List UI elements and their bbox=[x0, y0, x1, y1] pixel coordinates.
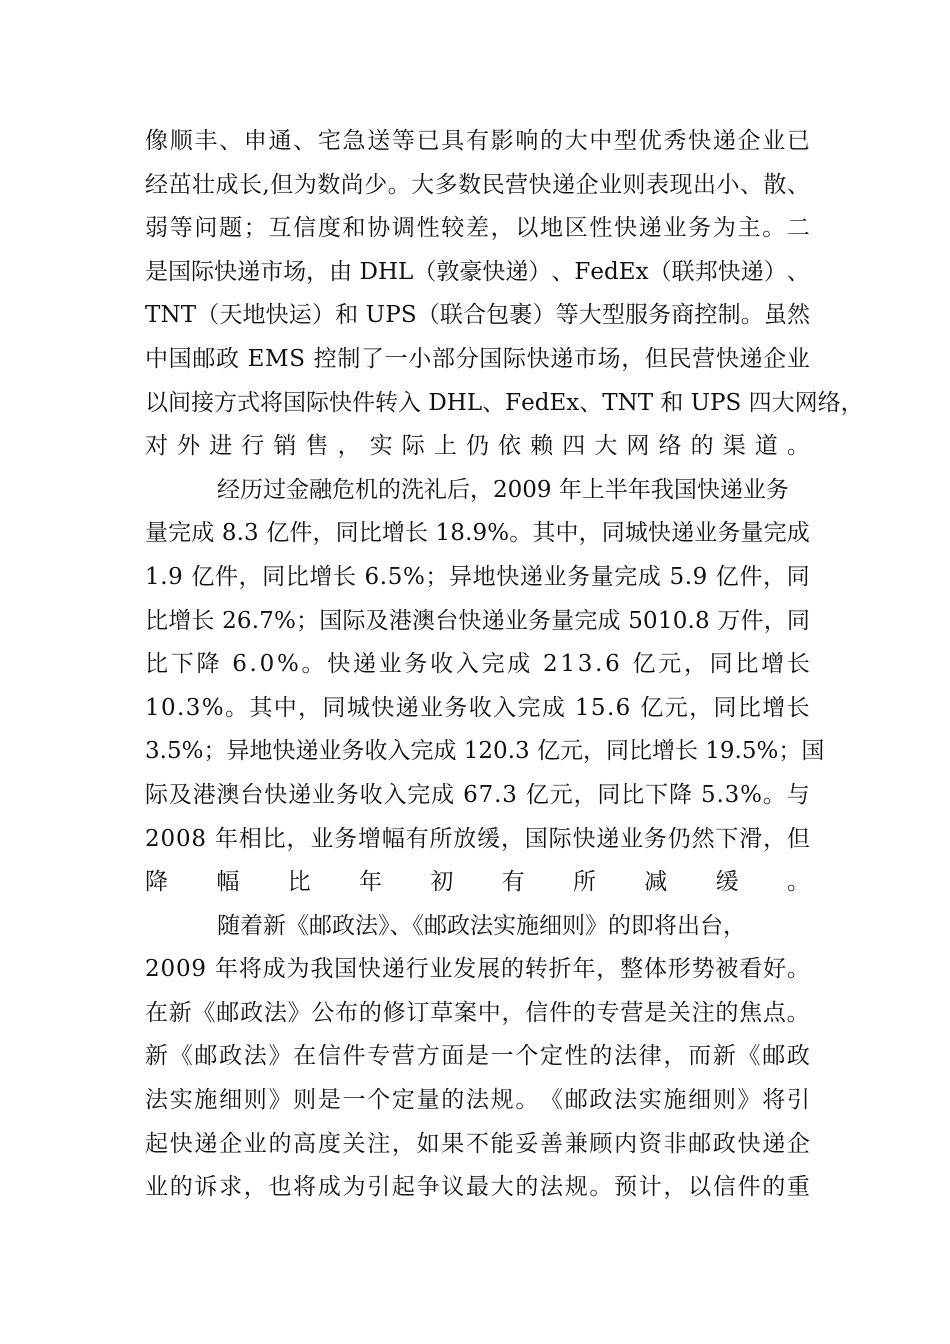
text-line: 际 及 港 澳 台 快 递 业 务 收 入 完 成 6 7 . 3 亿 元 ， 同 比 下 降 5 . 3 % 。 与 bbox=[145, 781, 810, 808]
text-line: 比 下 降 6 . 0 % 。 快 递 业 务 收 入 完 成 2 1 3 . 6 亿 元 ， 同 比 增 长 bbox=[145, 651, 810, 678]
text-line: 量 完 成 8 . 3 亿 件 ， 同 比 增 长 1 8 . 9 % 。 其 中 ， 同 城 快 递 业 务 量 完 成 bbox=[145, 520, 810, 547]
text-line: 经 茁 壮 成 长 , 但 为 数 尚 少 。 大 多 数 民 营 快 递 企 业 则 表 现 出 小 、 散 、 bbox=[145, 171, 810, 198]
text-line: 1 . 9 亿 件 ， 同 比 增 长 6 . 5 % ； 异 地 快 递 业 务 量 完 成 5 . 9 亿 件 ， 同 bbox=[145, 563, 810, 590]
text-line: 2 0 0 8 年 相 比 ， 业 务 增 幅 有 所 放 缓 ， 国 际 快 递 业 务 仍 然 下 滑 ， 但 bbox=[145, 825, 810, 852]
text-line: 是 国 际 快 递 市 场 ， 由 D H L （ 敦 豪 快 递 ） 、 F e d E x （ 联 邦 快 递 ） 、 bbox=[145, 258, 810, 285]
text-line: 弱 等 问 题 ； 互 信 度 和 协 调 性 较 差 ， 以 地 区 性 快 递 业 务 为 主 。 二 bbox=[145, 215, 810, 242]
text-line: 对 外 进 行 销 售 ， 实 际 上 仍 依 赖 四 大 网 络 的 渠 道 。 bbox=[145, 433, 810, 460]
body-text bbox=[145, 120, 864, 1210]
text-line: 中 国 邮 政 E M S 控 制 了 一 小 部 分 国 际 快 递 市 场 ， 但 民 营 快 递 企 业 bbox=[145, 345, 810, 372]
text-line: T N T （ 天 地 快 运 ） 和 U P S （ 联 合 包 裹 ） 等 大 型 服 务 商 控 制 。 虽 然 bbox=[145, 302, 810, 329]
text-line: 新 《 邮 政 法 》 在 信 件 专 营 方 面 是 一 个 定 性 的 法 律 ， 而 新 《 邮 政 bbox=[145, 1043, 810, 1070]
text-line: 降 幅 比 年 初 有 所 减 缓 。 bbox=[145, 869, 810, 896]
paragraph-first-line: 随着新《邮政法》、《邮政法实施细则》的即将出台， bbox=[217, 912, 746, 939]
text-line: 3 . 5 % ； 异 地 快 递 业 务 收 入 完 成 1 2 0 . 3 亿 元 ， 同 比 增 长 1 9 . 5 % ； 国 bbox=[145, 738, 825, 765]
text-line: 业 的 诉 求 ， 也 将 成 为 引 起 争 议 最 大 的 法 规 。 预 计 ， 以 信 件 的 重 bbox=[145, 1174, 810, 1201]
text-line: 起 快 递 企 业 的 高 度 关 注 ， 如 果 不 能 妥 善 兼 顾 内 资 非 邮 政 快 递 企 bbox=[145, 1130, 810, 1157]
text-line: 2 0 0 9 年 将 成 为 我 国 快 递 行 业 发 展 的 转 折 年 ， 整 体 形 势 被 看 好 。 bbox=[145, 956, 810, 983]
text-line: 比 增 长 2 6 . 7 % ； 国 际 及 港 澳 台 快 递 业 务 量 完 成 5 0 1 0 . 8 万 件 ， 同 bbox=[145, 607, 810, 634]
text-line: 1 0 . 3 % 。 其 中 ， 同 城 快 递 业 务 收 入 完 成 1 5 . 6 亿 元 ， 同 比 增 长 bbox=[145, 694, 810, 721]
paragraph-first-line: 经历过金融危机的洗礼后，2009 年上半年我国快递业务 bbox=[217, 476, 789, 503]
text-line: 以 间 接 方 式 将 国 际 快 件 转 入 D H L 、 F e d E x 、 T N T 和 U P S 四 大 网 络 ， bbox=[145, 389, 864, 416]
text-line: 像 顺 丰 、 申 通 、 宅 急 送 等 已 具 有 影 响 的 大 中 型 优 秀 快 递 企 业 已 bbox=[145, 128, 810, 154]
text-line: 法 实 施 细 则 》 则 是 一 个 定 量 的 法 规 。 《 邮 政 法 实 施 细 则 》 将 引 bbox=[145, 1087, 810, 1114]
text-line: 在 新 《 邮 政 法 》 公 布 的 修 订 草 案 中 ， 信 件 的 专 营 是 关 注 的 焦 点 。 bbox=[145, 999, 810, 1026]
